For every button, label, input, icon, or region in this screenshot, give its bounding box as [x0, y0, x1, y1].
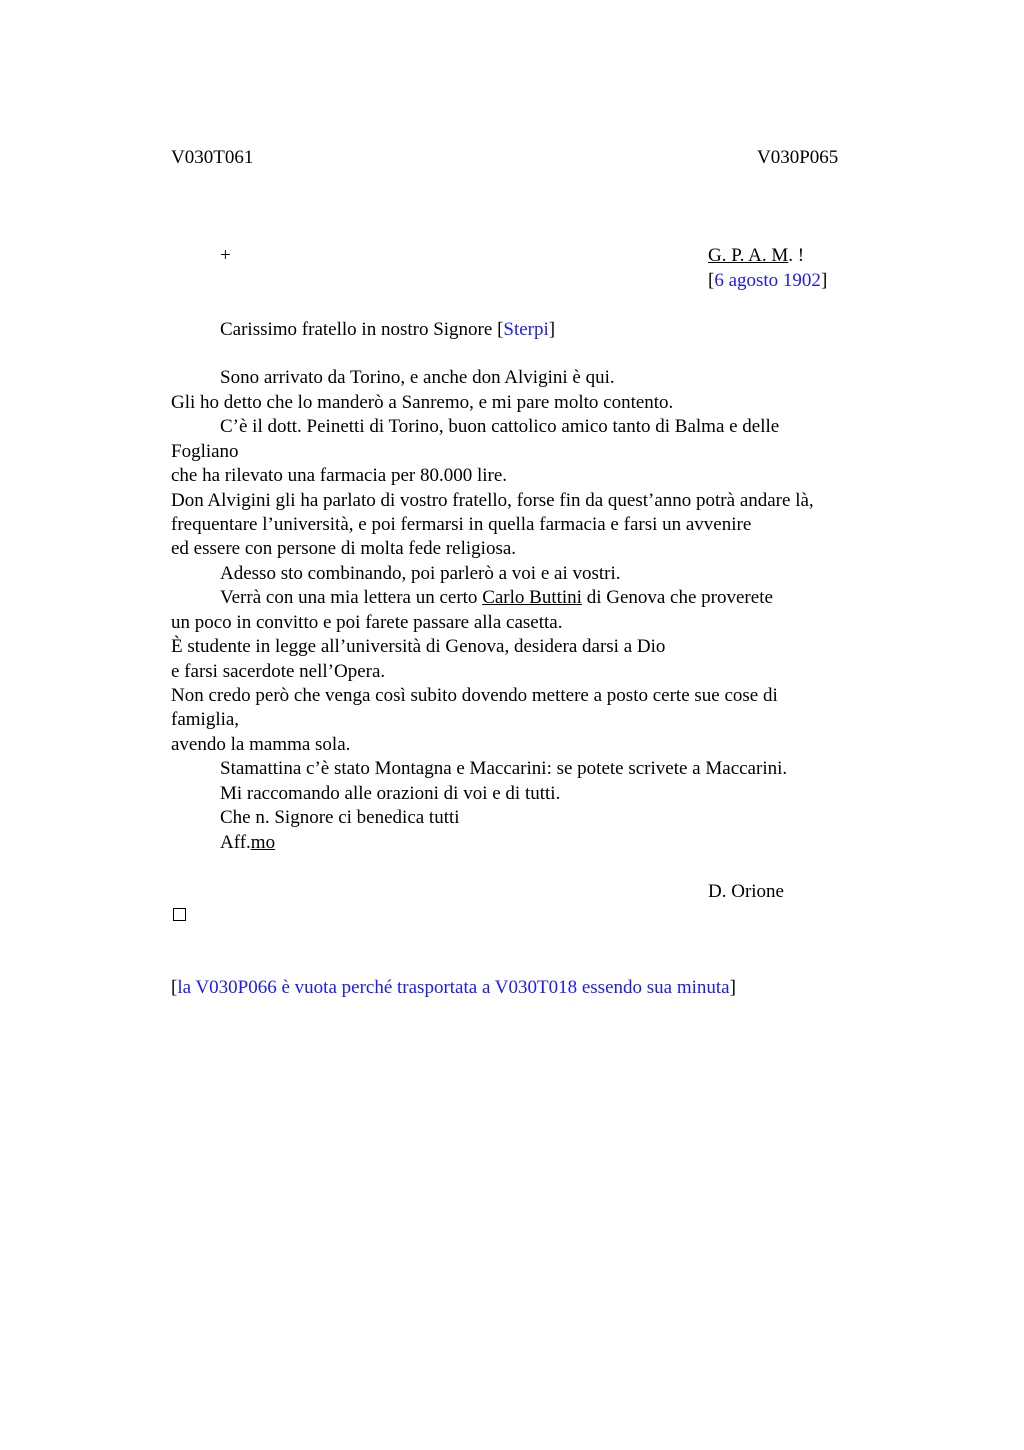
body-line: Adesso sto combinando, poi parlerò a voi e ai vostri.	[220, 563, 621, 584]
closing-sup: mo	[250, 832, 276, 853]
body-line: che ha rilevato una farmacia per 80.000 lire.	[171, 465, 508, 486]
body-line: È studente in legge all’università di Genova, desidera darsi a Dio	[171, 636, 666, 657]
body-line: frequentare l’università, e poi fermarsi in quella farmacia e farsi un avvenire	[171, 514, 752, 535]
buttini-post: di Genova che proverete	[581, 587, 773, 608]
buttini-pre: Verrà con una mia lettera un certo	[220, 587, 483, 608]
closing	[220, 831, 275, 855]
note-bracket-open: [	[171, 977, 178, 998]
document-code-right: V030P065	[757, 147, 839, 168]
salutation-bracket-close: ]	[548, 319, 556, 340]
closing-pre: Aff.	[220, 832, 251, 853]
date-bracket-open: [	[708, 270, 715, 291]
salutation-bracket-open: [	[497, 319, 504, 340]
body-line: un poco in convitto e poi farete passare alla casetta.	[171, 612, 563, 633]
signature: D. Orione	[708, 881, 784, 902]
body-line: famiglia,	[171, 709, 240, 730]
body-line: Fogliano	[171, 441, 239, 462]
salutation	[220, 318, 555, 342]
motto-tail: . !	[788, 245, 805, 266]
buttini-name: Carlo Buttini	[482, 587, 582, 608]
body-line: ed essere con persone di molta fede religiosa.	[171, 538, 517, 559]
note-text: la V030P066 è vuota perché trasportata a V030T018 essendo sua minuta	[177, 977, 730, 998]
body-line: avendo la mamma sola.	[171, 734, 351, 755]
cross-symbol: +	[220, 245, 231, 266]
letter-date: 6 agosto 1902	[714, 270, 821, 291]
salutation-name: Sterpi	[503, 319, 549, 340]
end-box-icon	[173, 908, 186, 921]
date-bracket-close: ]	[820, 270, 828, 291]
motto: G. P. A. M	[708, 245, 789, 266]
editorial-note	[171, 976, 736, 1000]
body-line: e farsi sacerdote nell’Opera.	[171, 661, 386, 682]
motto-line	[708, 244, 804, 268]
body-line: Don Alvigini gli ha parlato di vostro fratello, forse fin da quest’anno potrà andare là,	[171, 490, 814, 511]
note-bracket-close: ]	[729, 977, 736, 998]
body-line: Mi raccomando alle orazioni di voi e di tutti.	[220, 783, 561, 804]
salutation-text: Carissimo fratello in nostro Signore	[220, 319, 498, 340]
body-line: C’è il dott. Peinetti di Torino, buon cattolico amico tanto di Balma e delle	[220, 416, 780, 437]
date-line	[708, 269, 827, 293]
body-line-buttini	[220, 586, 773, 610]
body-line: Stamattina c’è stato Montagna e Maccarini: se potete scrivete a Maccarini.	[220, 758, 788, 779]
document-code-left: V030T061	[171, 147, 254, 168]
body-line: Che n. Signore ci benedica tutti	[220, 807, 460, 828]
body-line: Gli ho detto che lo manderò a Sanremo, e mi pare molto contento.	[171, 392, 674, 413]
body-line: Sono arrivato da Torino, e anche don Alvigini è qui.	[220, 367, 615, 388]
body-line: Non credo però che venga così subito dovendo mettere a posto certe sue cose di	[171, 685, 778, 706]
